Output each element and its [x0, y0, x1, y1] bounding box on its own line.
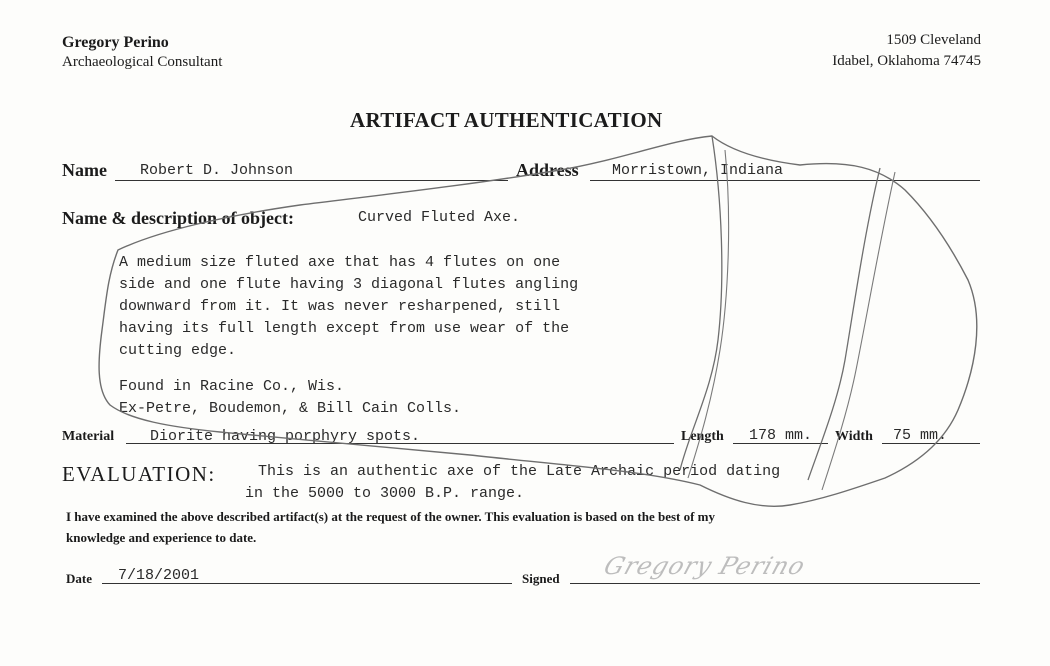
- address-label: Address: [516, 160, 579, 180]
- statement-line-2: knowledge and experience to date.: [66, 530, 257, 545]
- address-line-2: Idabel, Oklahoma 74745: [832, 53, 981, 69]
- evaluation-line-2: in the 5000 to 3000 B.P. range.: [245, 485, 525, 502]
- description-line: downward from it. It was never resharpened, still: [119, 298, 561, 315]
- description-line: cutting edge.: [119, 342, 237, 359]
- evaluation-line-1: This is an authentic axe of the Late Archaic period dating: [258, 463, 781, 480]
- provenance-line: Found in Racine Co., Wis.: [119, 378, 345, 395]
- signed-label: Signed: [522, 571, 560, 586]
- consultant-name: Gregory Perino: [62, 34, 169, 51]
- object-name-value: Curved Fluted Axe.: [358, 209, 521, 226]
- address-line-1: 1509 Cleveland: [886, 32, 981, 48]
- statement-line-1: I have examined the above described artifact(s) at the request of the owner. This evaluation is based on the best of my: [66, 509, 716, 524]
- axe-flute-line: [822, 172, 895, 490]
- material-label: Material: [62, 429, 115, 444]
- signature: Gregory Perino: [600, 552, 810, 580]
- address-value: Morristown, Indiana: [612, 162, 784, 179]
- width-value: 75 mm.: [893, 427, 948, 444]
- consultant-title: Archaeological Consultant: [62, 54, 223, 70]
- width-label: Width: [835, 429, 873, 444]
- axe-flute-line: [680, 136, 722, 470]
- axe-outline-path: [99, 136, 977, 506]
- date-label: Date: [66, 571, 92, 586]
- length-value: 178 mm.: [749, 427, 813, 444]
- name-value: Robert D. Johnson: [140, 162, 294, 179]
- name-label: Name: [62, 160, 107, 180]
- axe-flute-line: [688, 150, 729, 478]
- description-line: A medium size fluted axe that has 4 flutes on one: [119, 254, 561, 271]
- material-value: Diorite having porphyry spots.: [150, 428, 421, 445]
- evaluation-label: EVALUATION:: [62, 462, 216, 486]
- description-line: side and one flute having 3 diagonal flutes angling: [119, 276, 579, 293]
- provenance-line: Ex-Petre, Boudemon, & Bill Cain Colls.: [119, 400, 462, 417]
- date-value: 7/18/2001: [118, 567, 200, 584]
- length-label: Length: [681, 429, 724, 444]
- description-line: having its full length except from use wear of the: [119, 320, 570, 337]
- description-label: Name & description of object:: [62, 208, 294, 228]
- form-title: ARTIFACT AUTHENTICATION: [350, 108, 663, 132]
- axe-flute-line: [808, 168, 880, 480]
